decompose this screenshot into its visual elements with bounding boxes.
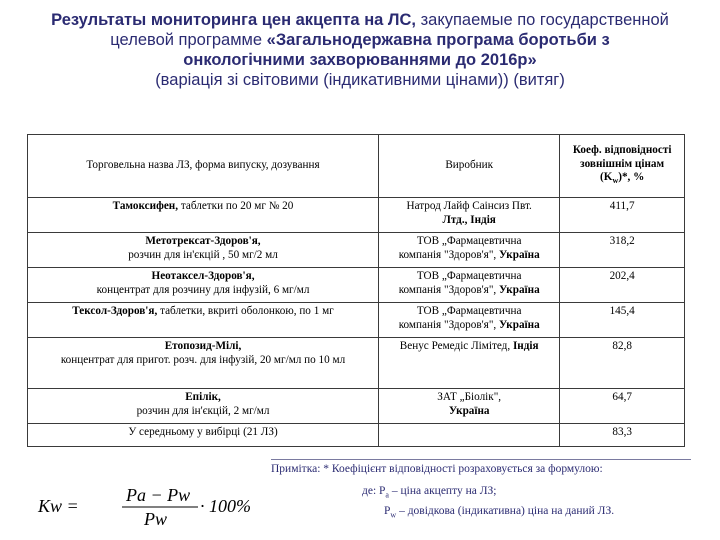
header-coef-line3: (K	[600, 171, 613, 184]
row-name: Етопозид-Мілі, концентрат для пригот. розч. для інфузій, 20 мг/мл по 10 мл	[28, 338, 379, 389]
table-row	[28, 303, 685, 338]
row-name: Метотрексат-Здоров'я, розчин для ін'єкцій , 50 мг/2 мл	[28, 233, 379, 268]
row-maker: ТОВ „Фармацевтична компанія "Здоров'я", Україна	[379, 303, 560, 338]
formula	[36, 481, 271, 531]
legend-pw: $Р_w$ – довідкова (індикативна) ціна на даний ЛЗ.	[384, 505, 615, 520]
row-maker: Натрод Лайф Саінсиз Пвт. Лтд., Індія	[379, 198, 560, 233]
row-coef: 145,4	[560, 303, 685, 338]
title-line1-bold: Результаты мониторинга цен акцепта на ЛС,	[51, 11, 416, 29]
header-coef	[560, 135, 685, 198]
summary-coef: 83,3	[560, 424, 685, 447]
table-row	[28, 198, 685, 233]
footnote-legend	[362, 483, 692, 524]
row-coef: 411,7	[560, 198, 685, 233]
row-coef: 202,4	[560, 268, 685, 303]
table-header-row	[28, 135, 685, 198]
legend-pa: де: $Р_а$ – ціна акцепту на ЛЗ;	[362, 485, 497, 500]
header-coef-sub: w	[612, 176, 619, 186]
formula-graphic	[36, 481, 271, 531]
title-line1-rest: закупаемые по государственной	[416, 11, 669, 29]
formula-denominator: Pw	[144, 509, 168, 529]
row-maker: ТОВ „Фармацевтична компанія "Здоров'я", Україна	[379, 233, 560, 268]
row-name: Тамоксифен, таблетки по 20 мг № 20	[28, 198, 379, 233]
row-name: Тексол-Здоров'я, таблетки, вкриті оболонкою, по 1 мг	[28, 303, 379, 338]
header-maker: Виробник	[379, 135, 560, 198]
table-row	[28, 233, 685, 268]
formula-numerator: Pa − Pw	[126, 485, 191, 505]
table-row	[28, 389, 685, 424]
title-line2-bold: «Загальнодержавна програма боротьби з	[266, 31, 610, 49]
table-row	[28, 338, 685, 389]
table-summary-row	[28, 424, 685, 447]
header-coef-line1: Коеф. відповідності	[572, 144, 672, 157]
summary-maker-empty	[379, 424, 560, 447]
row-name: Неотаксел-Здоров'я, концентрат для розчину для інфузій, 6 мг/мл	[28, 268, 379, 303]
page-title	[0, 10, 720, 90]
row-coef: 318,2	[560, 233, 685, 268]
monitoring-table	[27, 134, 685, 447]
header-coef-line3-end: )*, %	[618, 171, 645, 184]
footnote: Примітка: * Коефіцієнт відповідності розраховується за формулою:	[271, 459, 691, 475]
row-name: Епілік, розчин для ін'єкцій, 2 мг/мл	[28, 389, 379, 424]
formula-lhs: Kw =	[38, 496, 79, 516]
row-maker: Венус Ремедіс Лімітед, Індія	[379, 338, 560, 389]
table-row	[28, 268, 685, 303]
header-coef-line2: зовнішнім цінам	[580, 157, 665, 170]
row-maker: ЗАТ „Біолік", Україна	[379, 389, 560, 424]
row-coef: 82,8	[560, 338, 685, 389]
title-line4: (варіація зі світовими (індикативними цінами)) (витяг)	[155, 71, 565, 89]
title-line3-bold: онкологічними захворюваннями до 2016р»	[183, 51, 537, 69]
row-coef: 64,7	[560, 389, 685, 424]
row-maker: ТОВ „Фармацевтична компанія "Здоров'я", Україна	[379, 268, 560, 303]
summary-label: У середньому у вибірці (21 ЛЗ)	[28, 424, 379, 447]
title-line2-pre: целевой программе	[110, 31, 267, 49]
formula-multiplier: · 100%	[200, 496, 251, 516]
header-name: Торговельна назва ЛЗ, форма випуску, дозування	[28, 135, 379, 198]
